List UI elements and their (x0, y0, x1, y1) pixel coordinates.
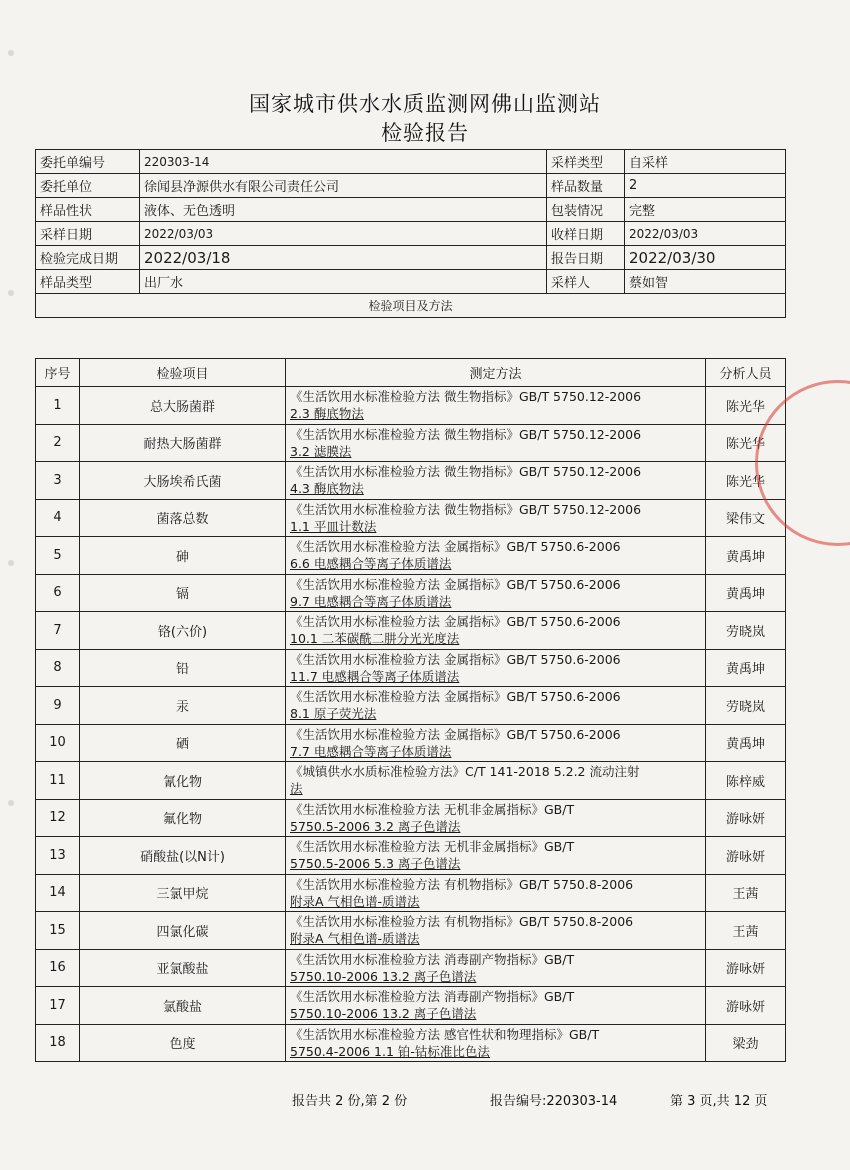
row-no: 2 (36, 424, 80, 462)
row-item: 硝酸盐(以N计) (80, 837, 286, 875)
table-row (36, 799, 786, 837)
header-item: 检验项目 (80, 359, 286, 387)
row-analyst: 游咏妍 (706, 949, 786, 987)
row-item: 氯酸盐 (80, 987, 286, 1025)
method-line-2: 9.7 电感耦合等离子体质谱法 (290, 593, 452, 609)
row-item: 氰化物 (80, 762, 286, 800)
row-analyst: 游咏妍 (706, 987, 786, 1025)
table-row (36, 612, 786, 650)
table-row (36, 687, 786, 725)
completion-date-value: 2022/03/18 (140, 246, 547, 270)
row-item: 四氯化碳 (80, 912, 286, 950)
row-no: 5 (36, 537, 80, 575)
method-line-1: 《生活饮用水标准检验方法 金属指标》GB/T 5750.6-2006 (290, 651, 621, 667)
method-line-2: 5750.5-2006 5.3 离子色谱法 (290, 856, 461, 872)
report-subtitle: 检验报告 (381, 121, 469, 145)
row-analyst: 陈光华 (706, 424, 786, 462)
packaging-value: 完整 (625, 198, 786, 222)
completion-date-label: 检验完成日期 (36, 246, 140, 270)
row-analyst: 黄禹坤 (706, 537, 786, 575)
row-no: 15 (36, 912, 80, 950)
row-method (286, 837, 706, 875)
method-line-1: 《生活饮用水标准检验方法 微生物指标》GB/T 5750.12-2006 (290, 426, 642, 442)
row-item: 砷 (80, 537, 286, 575)
row-no: 12 (36, 799, 80, 837)
method-line-1: 《生活饮用水标准检验方法 金属指标》GB/T 5750.6-2006 (290, 726, 621, 742)
section-title: 检验项目及方法 (36, 294, 786, 318)
table-row (36, 724, 786, 762)
method-line-2: 11.7 电感耦合等离子体质谱法 (290, 668, 460, 684)
table-row (36, 949, 786, 987)
row-item: 铅 (80, 649, 286, 687)
row-analyst: 陈光华 (706, 387, 786, 425)
row-item: 氟化物 (80, 799, 286, 837)
method-line-2: 5750.4-2006 1.1 铂-钴标准比色法 (290, 1043, 490, 1059)
copies-text: 报告共 2 份,第 2 份 (292, 1094, 408, 1109)
method-line-2: 附录A 气相色谱-质谱法 (290, 931, 420, 947)
row-method (286, 987, 706, 1025)
method-line-2: 法 (290, 781, 303, 797)
row-no: 17 (36, 987, 80, 1025)
method-line-1: 《生活饮用水标准检验方法 无机非金属指标》GB/T (290, 801, 575, 817)
table-row (36, 837, 786, 875)
method-line-1: 《生活饮用水标准检验方法 无机非金属指标》GB/T (290, 839, 575, 855)
method-line-2: 5750.10-2006 13.2 离子色谱法 (290, 968, 477, 984)
row-item: 铬(六价) (80, 612, 286, 650)
row-analyst: 劳晓岚 (706, 612, 786, 650)
row-analyst: 游咏妍 (706, 837, 786, 875)
row-analyst: 梁伟文 (706, 499, 786, 537)
punch-hole (8, 800, 14, 806)
method-line-2: 6.6 电感耦合等离子体质谱法 (290, 556, 452, 572)
punch-hole (8, 50, 14, 56)
table-row (36, 762, 786, 800)
row-analyst: 黄禹坤 (706, 724, 786, 762)
page-number: 第 3 页,共 12 页 (670, 1094, 768, 1109)
row-analyst: 陈光华 (706, 462, 786, 500)
received-date-label: 收样日期 (547, 222, 625, 246)
table-row (36, 499, 786, 537)
row-analyst: 游咏妍 (706, 799, 786, 837)
row-no: 4 (36, 499, 80, 537)
row-item: 色度 (80, 1024, 286, 1062)
client-label: 委托单位 (36, 174, 140, 198)
sample-category-value: 出厂水 (140, 270, 547, 294)
sampling-date-label: 采样日期 (36, 222, 140, 246)
row-item: 亚氯酸盐 (80, 949, 286, 987)
row-item: 大肠埃希氏菌 (80, 462, 286, 500)
method-line-1: 《生活饮用水标准检验方法 有机物指标》GB/T 5750.8-2006 (290, 876, 634, 892)
report-number: 报告编号:220303-14 (490, 1094, 618, 1109)
row-item: 三氯甲烷 (80, 874, 286, 912)
table-row (36, 462, 786, 500)
method-line-2: 5750.5-2006 3.2 离子色谱法 (290, 818, 461, 834)
row-analyst: 黄禹坤 (706, 574, 786, 612)
row-analyst: 王茜 (706, 874, 786, 912)
sample-nature-label: 样品性状 (36, 198, 140, 222)
row-no: 8 (36, 649, 80, 687)
row-no: 6 (36, 574, 80, 612)
table-row (36, 574, 786, 612)
row-no: 14 (36, 874, 80, 912)
row-method (286, 799, 706, 837)
sample-qty-value: 2 (625, 174, 786, 198)
row-method (286, 574, 706, 612)
table-row (36, 874, 786, 912)
row-item: 汞 (80, 687, 286, 725)
row-method (286, 874, 706, 912)
row-no: 10 (36, 724, 80, 762)
method-line-2: 1.1 平皿计数法 (290, 518, 377, 534)
header-no: 序号 (36, 359, 80, 387)
method-line-2: 8.1 原子荧光法 (290, 706, 377, 722)
method-line-1: 《生活饮用水标准检验方法 微生物指标》GB/T 5750.12-2006 (290, 464, 642, 480)
row-method (286, 462, 706, 500)
commission-no-label: 委托单编号 (36, 150, 140, 174)
row-item: 菌落总数 (80, 499, 286, 537)
row-method (286, 649, 706, 687)
table-row (36, 387, 786, 425)
row-item: 总大肠菌群 (80, 387, 286, 425)
method-line-2: 10.1 二苯碳酰二肼分光光度法 (290, 631, 460, 647)
row-no: 9 (36, 687, 80, 725)
method-line-1: 《生活饮用水标准检验方法 消毒副产物指标》GB/T (290, 951, 575, 967)
row-method (286, 499, 706, 537)
method-line-1: 《生活饮用水标准检验方法 金属指标》GB/T 5750.6-2006 (290, 689, 621, 705)
method-line-1: 《生活饮用水标准检验方法 金属指标》GB/T 5750.6-2006 (290, 539, 621, 555)
row-method (286, 1024, 706, 1062)
method-line-1: 《生活饮用水标准检验方法 金属指标》GB/T 5750.6-2006 (290, 576, 621, 592)
method-line-1: 《城镇供水水质标准检验方法》C/T 141-2018 5.2.2 流动注射 (290, 764, 640, 780)
report-title: 国家城市供水水质监测网佛山监测站 (249, 92, 601, 116)
method-line-1: 《生活饮用水标准检验方法 微生物指标》GB/T 5750.12-2006 (290, 389, 642, 405)
row-method (286, 724, 706, 762)
row-no: 11 (36, 762, 80, 800)
packaging-label: 包装情况 (547, 198, 625, 222)
client-value: 徐闻县净源供水有限公司责任公司 (140, 174, 547, 198)
method-line-2: 2.3 酶底物法 (290, 406, 364, 422)
sample-nature-value: 液体、无色透明 (140, 198, 547, 222)
sampler-label: 采样人 (547, 270, 625, 294)
sample-type-label: 采样类型 (547, 150, 625, 174)
row-item: 硒 (80, 724, 286, 762)
method-line-2: 5750.10-2006 13.2 离子色谱法 (290, 1006, 477, 1022)
row-method (286, 949, 706, 987)
row-analyst: 王茜 (706, 912, 786, 950)
sampling-date-value: 2022/03/03 (140, 222, 547, 246)
row-method (286, 537, 706, 575)
received-date-value: 2022/03/03 (625, 222, 786, 246)
table-row (36, 912, 786, 950)
row-method (286, 687, 706, 725)
table-row (36, 649, 786, 687)
row-no: 18 (36, 1024, 80, 1062)
row-analyst: 陈梓威 (706, 762, 786, 800)
table-row (36, 424, 786, 462)
commission-no-value: 220303-14 (140, 150, 547, 174)
row-item: 耐热大肠菌群 (80, 424, 286, 462)
header-analyst: 分析人员 (706, 359, 786, 387)
report-date-label: 报告日期 (547, 246, 625, 270)
table-row (36, 537, 786, 575)
method-line-2: 7.7 电感耦合等离子体质谱法 (290, 743, 452, 759)
row-no: 1 (36, 387, 80, 425)
row-no: 3 (36, 462, 80, 500)
method-line-1: 《生活饮用水标准检验方法 消毒副产物指标》GB/T (290, 989, 575, 1005)
table-row (36, 1024, 786, 1062)
info-table (35, 149, 786, 318)
row-method (286, 912, 706, 950)
method-line-2: 4.3 酶底物法 (290, 481, 364, 497)
sample-qty-label: 样品数量 (547, 174, 625, 198)
row-no: 16 (36, 949, 80, 987)
row-analyst: 梁劲 (706, 1024, 786, 1062)
method-line-1: 《生活饮用水标准检验方法 有机物指标》GB/T 5750.8-2006 (290, 914, 634, 930)
row-method (286, 387, 706, 425)
header-method: 测定方法 (286, 359, 706, 387)
row-analyst: 劳晓岚 (706, 687, 786, 725)
row-no: 13 (36, 837, 80, 875)
items-table (35, 358, 786, 1062)
method-line-1: 《生活饮用水标准检验方法 微生物指标》GB/T 5750.12-2006 (290, 501, 642, 517)
method-line-2: 3.2 滤膜法 (290, 443, 352, 459)
row-method (286, 424, 706, 462)
method-line-1: 《生活饮用水标准检验方法 感官性状和物理指标》GB/T (290, 1026, 600, 1042)
row-no: 7 (36, 612, 80, 650)
row-method (286, 612, 706, 650)
sample-type-value: 自采样 (625, 150, 786, 174)
punch-hole (8, 560, 14, 566)
row-item: 镉 (80, 574, 286, 612)
sample-category-label: 样品类型 (36, 270, 140, 294)
row-method (286, 762, 706, 800)
report-date-value: 2022/03/30 (625, 246, 786, 270)
sampler-value: 蔡如智 (625, 270, 786, 294)
table-row (36, 987, 786, 1025)
row-analyst: 黄禹坤 (706, 649, 786, 687)
punch-hole (8, 290, 14, 296)
method-line-2: 附录A 气相色谱-质谱法 (290, 893, 420, 909)
method-line-1: 《生活饮用水标准检验方法 金属指标》GB/T 5750.6-2006 (290, 614, 621, 630)
